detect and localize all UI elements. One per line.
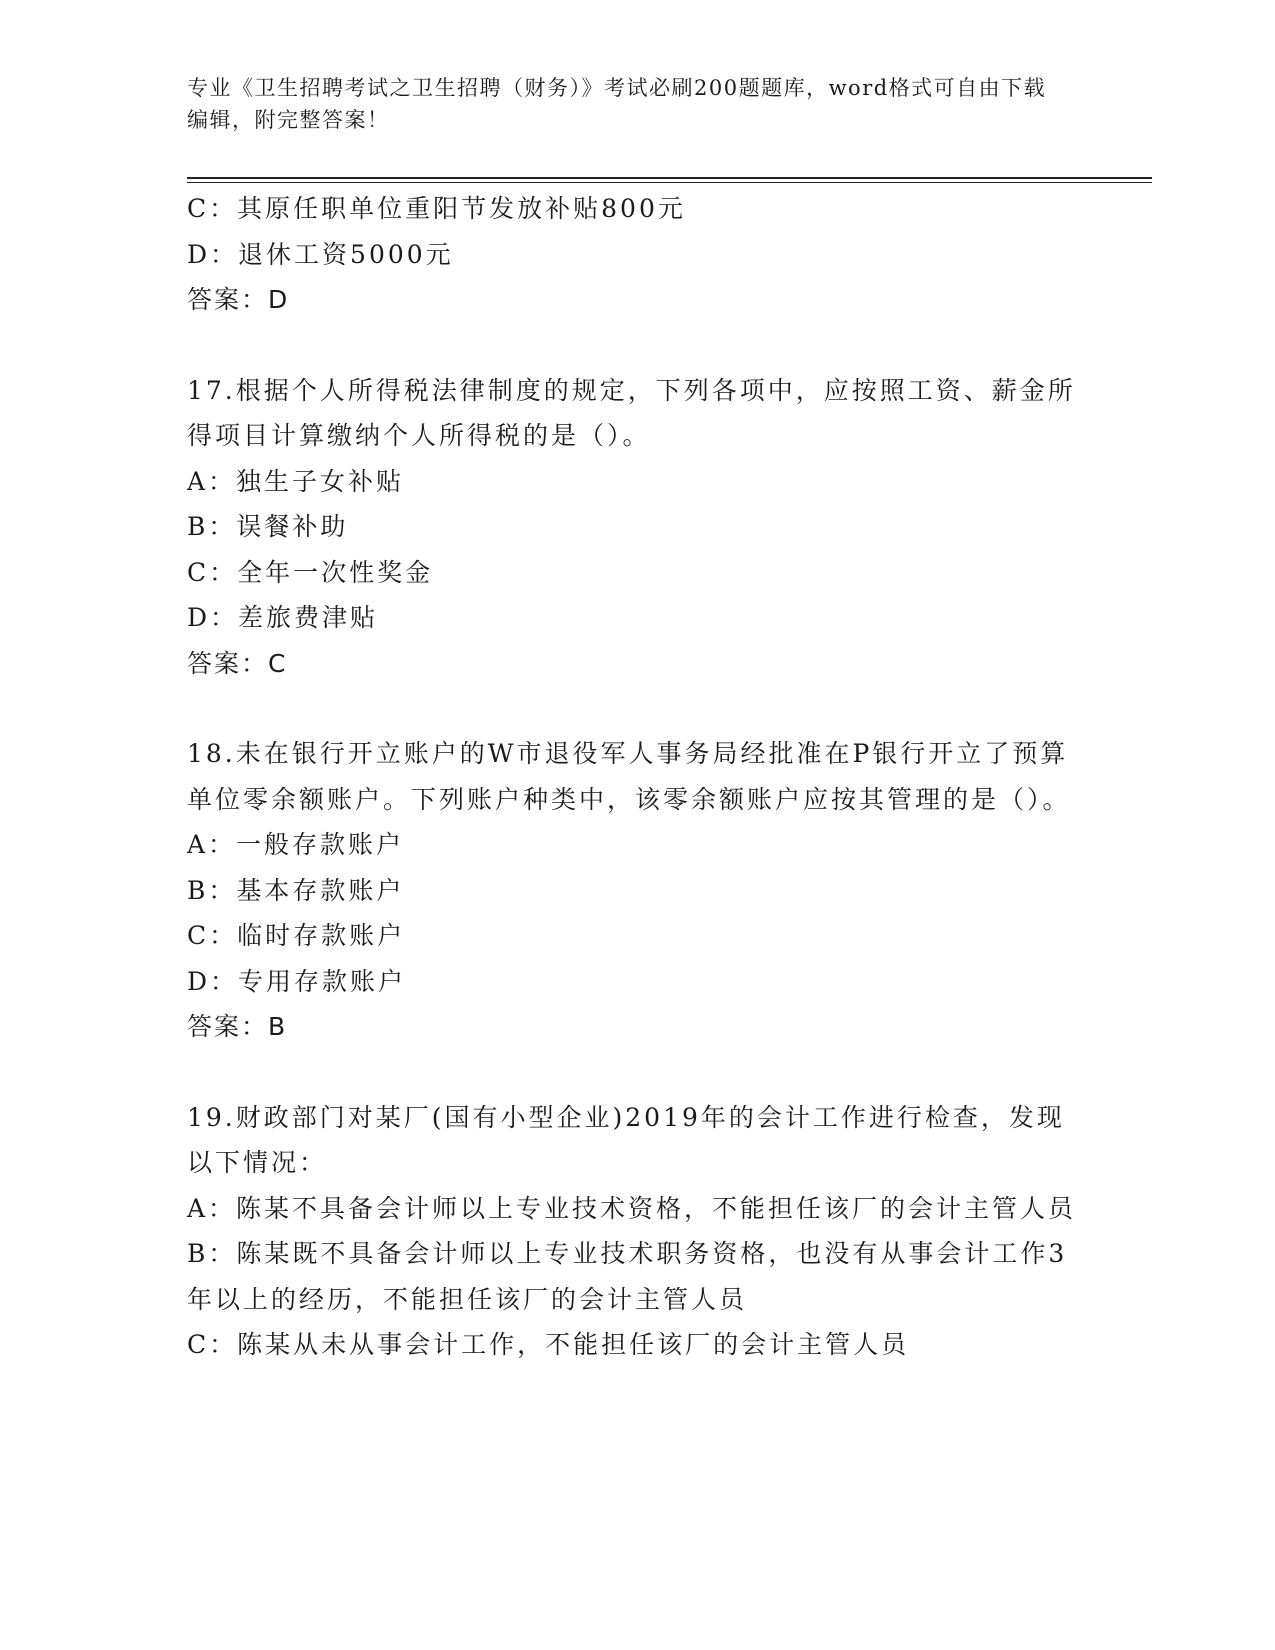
question-19 [187, 1095, 1087, 1368]
question-16 [187, 186, 1087, 323]
option-d: D：退休工资5000元 [187, 239, 454, 269]
option-a: A：陈某不具备会计师以上专业技术资格，不能担任该厂的会计主管人员 [187, 1193, 1077, 1223]
document-body [187, 186, 1087, 1368]
option-d: D：差旅费津贴 [187, 603, 379, 632]
option-c: C：陈某从未从事会计工作，不能担任该厂的会计主管人员 [187, 1330, 910, 1359]
answer: 答案：D [187, 285, 290, 314]
option-c: C：临时存款账户 [187, 921, 406, 950]
document-header: 专业《卫生招聘考试之卫生招聘（财务）》考试必刷200题题库，word格式可自由下载编辑，附完整答案！ [187, 76, 1047, 132]
question-18 [187, 731, 1087, 1050]
option-b: B：陈某既不具备会计师以上专业技术职务资格，也没有从事会计工作3年以上的经历，不能担任该厂的会计主管人员 [187, 1239, 1068, 1314]
question-stem: 19.财政部门对某厂(国有小型企业)2019年的会计工作进行检查，发现以下情况： [187, 1102, 1065, 1177]
option-c: C：其原任职单位重阳节发放补贴800元 [187, 194, 686, 223]
option-d: D：专用存款账户 [187, 966, 407, 996]
header-rule-thin [187, 182, 1152, 183]
header-rule-thick [187, 177, 1152, 179]
option-a: A：独生子女补贴 [187, 466, 405, 496]
option-b: B：基本存款账户 [187, 875, 405, 905]
option-b: B：误餐补助 [187, 512, 349, 541]
option-a: A：一般存款账户 [187, 830, 405, 859]
answer: 答案：B [187, 1012, 288, 1041]
question-17 [187, 368, 1087, 687]
question-stem: 18.未在银行开立账户的W市退役军人事务局经批准在P银行开立了预算单位零余额账户。下列账户种类中，该零余额账户应按其管理的是（）。 [187, 739, 1071, 814]
option-c: C：全年一次性奖金 [187, 557, 434, 587]
answer: 答案：C [187, 648, 288, 678]
question-stem: 17.根据个人所得税法律制度的规定，下列各项中，应按照工资、薪金所得项目计算缴纳个人所得税的是（）。 [187, 375, 1076, 450]
